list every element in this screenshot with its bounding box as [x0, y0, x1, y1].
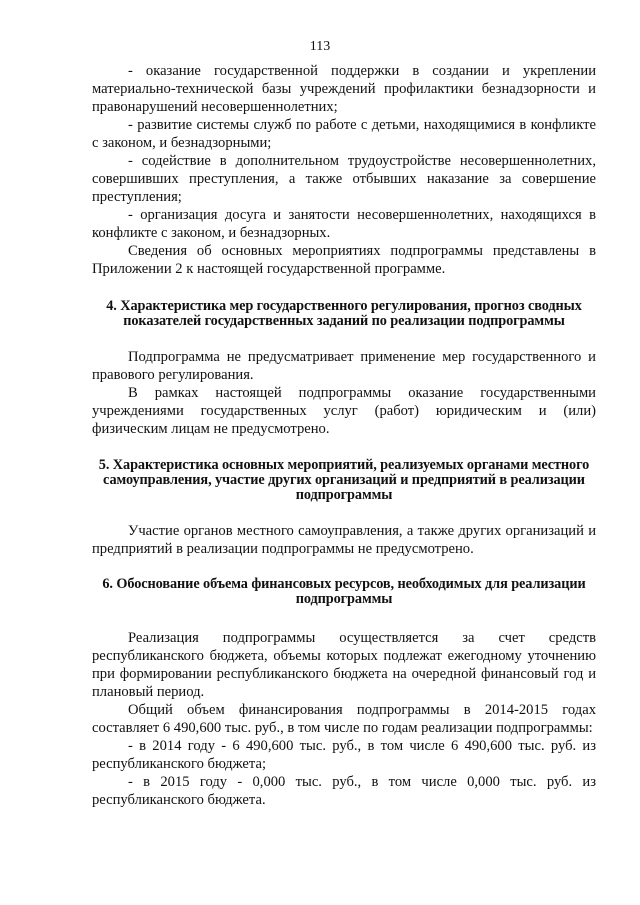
paragraph: В рамках настоящей подпрограммы оказание государственными учреждениями государственных услуг (работ) юридическим и (или) физическим лицам не предусмотрено. — [92, 385, 596, 437]
list-item: - в 2015 году - 0,000 тыс. руб., в том числе 0,000 тыс. руб. из республиканского бюджета. — [92, 774, 596, 808]
section-heading-5: 5. Характеристика основных мероприятий, реализуемых органами местного самоуправления, участие других организаций и предприятий в реализации подпрограммы — [98, 457, 590, 503]
paragraph: Реализация подпрограммы осуществляется за счет средств республиканского бюджета, объемы которых подлежат ежегодному уточнению при формировании республиканского бюджета на очередной финансовый год и плановый период. — [92, 630, 596, 700]
paragraph: Участие органов местного самоуправления, а также других организаций и предприятий в реализации подпрограммы не предусмотрено. — [92, 523, 596, 557]
paragraph: Общий объем финансирования подпрограммы в 2014-2015 годах составляет 6 490,600 тыс. руб., в том числе по годам реализации подпрограммы: — [92, 702, 596, 736]
paragraph: Подпрограмма не предусматривает применение мер государственного и правового регулирования. — [92, 349, 596, 383]
section-heading-4: 4. Характеристика мер государственного регулирования, прогноз сводных показателей государственных заданий по реализации подпрограммы — [106, 298, 582, 329]
list-item: - содействие в дополнительном трудоустройстве несовершеннолетних, совершивших преступления, а также отбывших наказание за совершение преступления; — [92, 153, 596, 205]
paragraph-appendix: Сведения об основных мероприятиях подпрограммы представлены в Приложении 2 к настоящей государственной программе. — [92, 243, 596, 277]
list-item: - в 2014 году - 6 490,600 тыс. руб., в том числе 6 490,600 тыс. руб. из республиканского бюджета; — [92, 738, 596, 772]
page-number: 113 — [309, 39, 331, 54]
page-content — [92, 62, 596, 809]
list-item: - развитие системы служб по работе с детьми, находящимися в конфликте с законом, и безнадзорными; — [92, 117, 596, 151]
section-heading-6: 6. Обоснование объема финансовых ресурсов, необходимых для реализации подпрограммы — [102, 576, 586, 607]
list-item: - оказание государственной поддержки в создании и укреплении материально-технической базы учреждений профилактики безнадзорности и правонарушений несовершеннолетних; — [92, 63, 596, 115]
list-item: - организация досуга и занятости несовершеннолетних, находящихся в конфликте с законом, и безнадзорных. — [92, 207, 596, 241]
